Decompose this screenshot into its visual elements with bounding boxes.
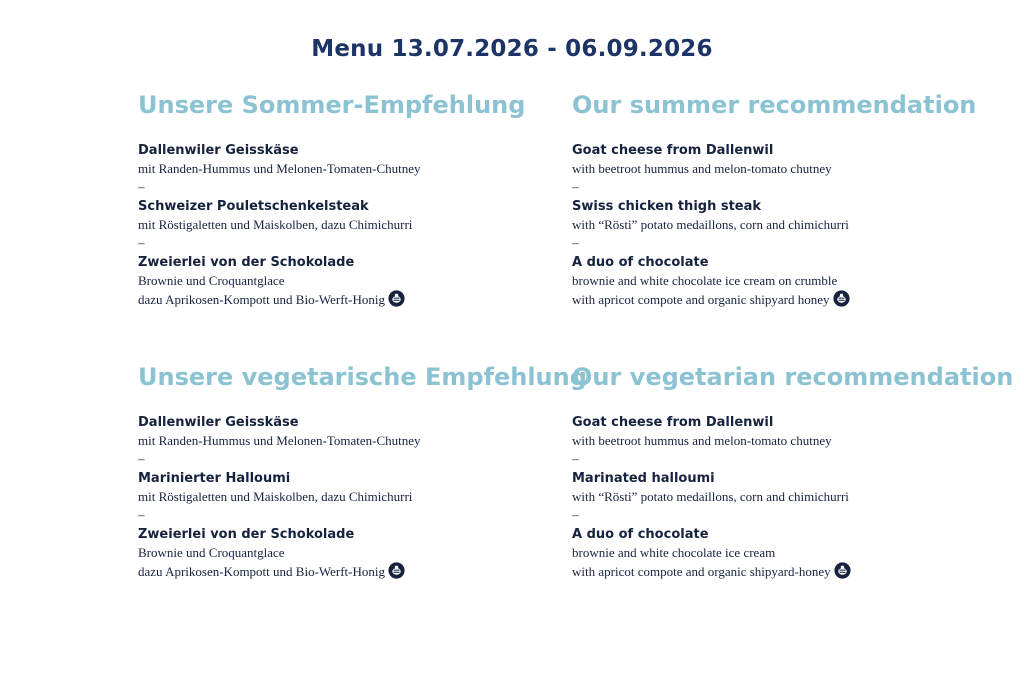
dish-starter [572, 414, 1022, 450]
dish-description-line [138, 290, 568, 309]
dish-description-line [572, 290, 1022, 309]
dish-starter [138, 142, 568, 178]
dish-separator: – [138, 507, 145, 522]
dish-main [572, 198, 1022, 234]
column-german [138, 90, 587, 634]
dish-description-text: dazu Aprikosen-Kompott und Bio-Werft-Honig [138, 292, 385, 307]
dish-name: Zweierlei von der Schokolade [138, 527, 355, 542]
dish-description: brownie and white chocolate ice cream [572, 545, 776, 560]
bee-icon [833, 290, 850, 307]
dish-name: Goat cheese from Dallenwil [572, 143, 774, 158]
dish-description-line [138, 562, 568, 581]
dish-dessert [572, 526, 1022, 581]
section-summer-en [572, 90, 1022, 362]
page-title: Menu 13.07.2026 - 06.09.2026 [311, 36, 713, 62]
dish-separator: – [138, 179, 145, 194]
section-vegetarian-en [572, 362, 1022, 634]
dish-separator: – [572, 507, 579, 522]
dish-name: Marinierter Halloumi [138, 471, 291, 486]
bee-icon [388, 562, 405, 579]
dish-name: Goat cheese from Dallenwil [572, 415, 774, 430]
dish-name: Marinated halloumi [572, 471, 715, 486]
dish-separator: – [138, 451, 145, 466]
bee-icon [834, 562, 851, 579]
dish-description-text: dazu Aprikosen-Kompott und Bio-Werft-Honig [138, 564, 385, 579]
dish-description: mit Randen-Hummus und Melonen-Tomaten-Chutney [138, 433, 421, 448]
dish-name: Swiss chicken thigh steak [572, 199, 762, 214]
dish-description: brownie and white chocolate ice cream on crumble [572, 273, 838, 288]
dish-separator: – [572, 451, 579, 466]
dish-separator: – [572, 235, 579, 250]
dish-description: Brownie und Croquantglace [138, 273, 285, 288]
dish-description: mit Röstigaletten und Maiskolben, dazu Chimichurri [138, 217, 413, 232]
dish-description-text: with apricot compote and organic shipyard honey [572, 292, 830, 307]
dish-description: with “Rösti” potato medaillons, corn and chimichurri [572, 489, 849, 504]
dish-name: Dallenwiler Geisskäse [138, 143, 299, 158]
dish-description: mit Röstigaletten und Maiskolben, dazu Chimichurri [138, 489, 413, 504]
dish-starter [572, 142, 1022, 178]
dish-name: Schweizer Pouletschenkelsteak [138, 199, 369, 214]
dish-name: Zweierlei von der Schokolade [138, 255, 355, 270]
dish-main [138, 470, 568, 506]
dish-main [572, 470, 1022, 506]
bee-icon [388, 290, 405, 307]
dish-dessert [138, 254, 568, 309]
section-heading: Our summer recommendation [572, 91, 977, 119]
dish-name: A duo of chocolate [572, 255, 709, 270]
dish-description-text: with apricot compote and organic shipyard-honey [572, 564, 831, 579]
section-heading: Our vegetarian recommendation [572, 363, 1014, 391]
dish-description: with beetroot hummus and melon-tomato chutney [572, 161, 832, 176]
dish-name: Dallenwiler Geisskäse [138, 415, 299, 430]
section-summer-de [138, 90, 568, 362]
section-vegetarian-de [138, 362, 587, 634]
section-heading: Unsere Sommer-Empfehlung [138, 91, 526, 119]
dish-name: A duo of chocolate [572, 527, 709, 542]
dish-description: Brownie und Croquantglace [138, 545, 285, 560]
dish-separator: – [138, 235, 145, 250]
column-english [572, 90, 1022, 634]
dish-description: with “Rösti” potato medaillons, corn and chimichurri [572, 217, 849, 232]
dish-starter [138, 414, 568, 450]
dish-dessert [138, 526, 568, 581]
section-heading: Unsere vegetarische Empfehlung [138, 363, 587, 391]
dish-description: with beetroot hummus and melon-tomato chutney [572, 433, 832, 448]
dish-dessert [572, 254, 1022, 309]
dish-description: mit Randen-Hummus und Melonen-Tomaten-Chutney [138, 161, 421, 176]
dish-description-line [572, 562, 1022, 581]
dish-main [138, 198, 568, 234]
dish-separator: – [572, 179, 579, 194]
